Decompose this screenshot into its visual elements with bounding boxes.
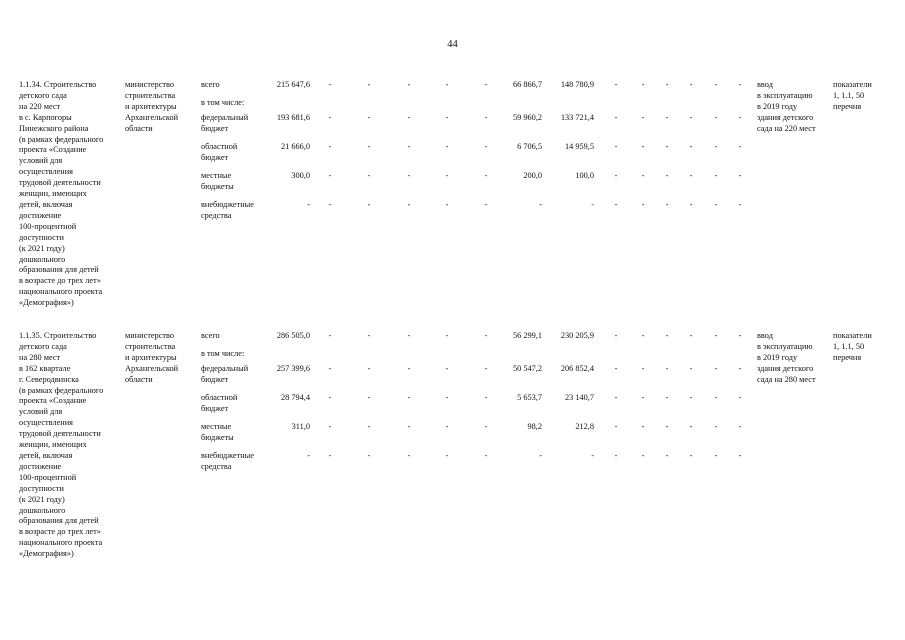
empty-year-cell: - [614,331,618,340]
empty-year-cell: - [614,80,618,89]
title-line: дошкольного [19,254,66,264]
empty-year-cell: - [641,200,645,209]
empty-year-cell: - [641,393,645,402]
total-cell: 193 681,6 [276,113,310,122]
result-line: ввод [757,80,773,89]
year-2018-cell: 6 706,5 [517,142,542,151]
indicator-line: показатели [833,80,872,89]
year-2019-cell: 14 959,5 [564,142,594,151]
empty-year-cell: - [328,113,332,122]
empty-year-cell: - [689,113,693,122]
empty-year-cell: - [407,364,411,373]
empty-year-cell: - [445,113,449,122]
title-line: проекта «Создание [19,396,87,406]
title-line: 100-процентной [19,221,77,231]
funding-row [0,142,905,166]
empty-year-cell: - [407,331,411,340]
empty-year-cell: - [484,364,488,373]
result-line: в 2019 году [757,101,798,111]
empty-year-cell: - [689,393,693,402]
year-2019-cell: 133 721,4 [560,113,594,122]
title-line: достижение [19,461,62,471]
title-line: (в рамках федерального [19,134,104,144]
year-2019-cell: 206 852,4 [560,364,594,373]
title-line: на 280 мест [19,352,61,362]
empty-year-cell: - [445,422,449,431]
empty-year-cell: - [714,393,718,402]
funding-source-label [201,98,269,109]
empty-year-cell: - [367,331,371,340]
funding-source-line: бюджеты [201,432,234,442]
result-line: в эксплуатацию [757,341,813,351]
title-line: в 162 квартале [19,363,71,373]
title-line: проекта «Создание [19,145,87,155]
empty-year-cell: - [641,364,645,373]
funding-source-label [201,422,269,444]
empty-year-cell: - [665,331,669,340]
empty-year-cell: - [614,393,618,402]
title-line: трудовой деятельности [19,429,101,439]
funding-source-line: в том числе: [201,349,245,358]
empty-year-cell: - [738,80,742,89]
empty-year-cell: - [484,422,488,431]
empty-year-cell: - [689,80,693,89]
empty-year-cell: - [689,451,693,460]
year-2018-cell: 59 960,2 [512,113,542,122]
empty-year-cell: - [614,422,618,431]
program-item-1-1-35 [0,331,905,581]
empty-year-cell: - [714,364,718,373]
empty-year-cell: - [641,451,645,460]
title-line: национального проекта [19,538,103,548]
funding-source-line: бюджет [201,123,229,133]
result-line: здания детского [757,112,814,122]
empty-year-cell: - [407,200,411,209]
empty-year-cell: - [367,80,371,89]
funding-source-line: бюджет [201,374,229,384]
empty-year-cell: - [738,331,742,340]
title-line: 1.1.34. Строительство [19,80,97,89]
result-line: в 2019 году [757,352,798,362]
empty-year-cell: - [665,364,669,373]
title-line: детского сада [19,341,67,351]
empty-year-cell: - [484,171,488,180]
funding-source-line: бюджет [201,403,229,413]
title-line: доступности [19,483,64,493]
total-cell: - [307,200,310,209]
empty-year-cell: - [665,171,669,180]
funding-source-label [201,451,269,473]
empty-year-cell: - [738,142,742,151]
funding-source-label [201,80,269,91]
funding-source-label [201,364,269,386]
funding-row [0,171,905,195]
title-line: в возрасте до трех лет» [19,276,101,286]
empty-year-cell: - [738,113,742,122]
empty-year-cell: - [614,171,618,180]
empty-year-cell: - [445,364,449,373]
org-line: министерство [125,331,175,340]
title-line: женщин, имеющих [19,440,87,450]
funding-row [0,451,905,475]
empty-year-cell: - [484,80,488,89]
empty-year-cell: - [689,142,693,151]
funding-row [0,364,905,388]
org-line: и архитектуры [125,101,177,111]
title-line: на 220 мест [19,101,61,111]
empty-year-cell: - [714,331,718,340]
total-cell: 215 647,6 [276,80,310,89]
empty-year-cell: - [445,451,449,460]
funding-source-label [201,349,269,360]
funding-source-line: внебюджетные [201,451,254,460]
empty-year-cell: - [738,171,742,180]
empty-year-cell: - [367,393,371,402]
result-line: сада на 220 мест [757,123,816,133]
org-line: Архангельской [125,363,179,373]
empty-year-cell: - [641,113,645,122]
empty-year-cell: - [641,142,645,151]
funding-source-label [201,171,269,193]
funding-source-line: местные [201,171,232,180]
empty-year-cell: - [328,451,332,460]
title-line: дошкольного [19,505,66,515]
empty-year-cell: - [614,200,618,209]
empty-year-cell: - [367,422,371,431]
org-line: министерство [125,80,175,89]
empty-year-cell: - [328,171,332,180]
year-2018-cell: 200,0 [523,171,542,180]
empty-year-cell: - [738,200,742,209]
funding-source-line: федеральный [201,364,249,373]
org-line: строительства [125,341,176,351]
title-line: (в рамках федерального [19,385,104,395]
empty-year-cell: - [367,364,371,373]
empty-year-cell: - [328,200,332,209]
title-line: национального проекта [19,287,103,297]
empty-year-cell: - [689,364,693,373]
empty-year-cell: - [328,80,332,89]
result-line: сада на 280 мест [757,374,816,384]
title-line: образования для детей [19,516,99,526]
empty-year-cell: - [484,200,488,209]
empty-year-cell: - [328,142,332,151]
empty-year-cell: - [738,364,742,373]
funding-row [0,113,905,137]
empty-year-cell: - [714,200,718,209]
year-2018-cell: 50 547,2 [512,364,542,373]
year-2019-cell: 212,8 [575,422,594,431]
empty-year-cell: - [328,422,332,431]
empty-year-cell: - [714,142,718,151]
title-line: «Демография») [19,298,74,308]
title-line: женщин, имеющих [19,189,87,199]
empty-year-cell: - [328,393,332,402]
empty-year-cell: - [689,200,693,209]
title-line: детского сада [19,90,67,100]
empty-year-cell: - [665,142,669,151]
org-line: строительства [125,90,176,100]
empty-year-cell: - [689,422,693,431]
funding-source-line: федеральный [201,113,249,122]
empty-year-cell: - [689,171,693,180]
empty-year-cell: - [328,364,332,373]
empty-year-cell: - [614,451,618,460]
year-2019-cell: 148 780,9 [560,80,594,89]
year-2018-cell: - [539,200,542,209]
empty-year-cell: - [407,80,411,89]
empty-year-cell: - [445,80,449,89]
empty-year-cell: - [665,393,669,402]
title-line: достижение [19,210,62,220]
funding-source-line: всего [201,80,220,89]
empty-year-cell: - [714,113,718,122]
empty-year-cell: - [484,331,488,340]
funding-source-label [201,142,269,164]
empty-year-cell: - [689,331,693,340]
funding-source-line: местные [201,422,232,431]
year-2018-cell: 66 866,7 [512,80,542,89]
title-line: (к 2021 году) [19,494,65,504]
empty-year-cell: - [367,113,371,122]
org-line: области [125,374,153,384]
total-cell: 21 666,0 [280,142,310,151]
funding-row [0,393,905,417]
funding-source-line: бюджет [201,152,229,162]
year-2018-cell: 5 653,7 [517,393,542,402]
funding-source-label [201,393,269,415]
empty-year-cell: - [445,200,449,209]
year-2018-cell: 56 299,1 [512,331,542,340]
title-line: доступности [19,232,64,242]
result-line: ввод [757,331,773,340]
empty-year-cell: - [641,331,645,340]
total-cell: 286 505,0 [276,331,310,340]
result-line: в эксплуатацию [757,90,813,100]
empty-year-cell: - [484,142,488,151]
empty-year-cell: - [665,422,669,431]
total-cell: 311,0 [291,422,310,431]
empty-year-cell: - [367,142,371,151]
empty-year-cell: - [367,200,371,209]
title-line: осуществления [19,167,73,177]
org-line: и архитектуры [125,352,177,362]
empty-year-cell: - [367,451,371,460]
empty-year-cell: - [665,200,669,209]
funding-source-line: средства [201,461,232,471]
empty-year-cell: - [714,80,718,89]
empty-year-cell: - [614,142,618,151]
title-line: в возрасте до трех лет» [19,527,101,537]
title-line: 100-процентной [19,472,77,482]
funding-row [0,422,905,446]
empty-year-cell: - [641,171,645,180]
year-2019-cell: 23 140,7 [564,393,594,402]
title-line: условий для [19,156,63,166]
empty-year-cell: - [328,331,332,340]
title-line: «Демография») [19,549,74,559]
empty-year-cell: - [614,113,618,122]
org-line: области [125,123,153,133]
program-item-1-1-34 [0,80,905,330]
title-line: условий для [19,407,63,417]
title-line: осуществления [19,418,73,428]
empty-year-cell: - [445,142,449,151]
empty-year-cell: - [714,422,718,431]
funding-source-line: областной [201,142,238,151]
empty-year-cell: - [641,422,645,431]
year-2019-cell: - [591,200,594,209]
total-cell: 300,0 [291,171,310,180]
result-line: здания детского [757,363,814,373]
empty-year-cell: - [407,113,411,122]
empty-year-cell: - [641,80,645,89]
org-line: Архангельской [125,112,179,122]
title-line: Пинежского района [19,123,89,133]
title-line: г. Северодвинска [19,374,79,384]
title-line: детей, включая [19,450,73,460]
empty-year-cell: - [665,80,669,89]
funding-source-label [201,113,269,135]
year-2019-cell: 230 205,9 [560,331,594,340]
empty-year-cell: - [407,393,411,402]
title-line: детей, включая [19,199,73,209]
indicator-line: показатели [833,331,872,340]
title-line: (к 2021 году) [19,243,65,253]
empty-year-cell: - [407,142,411,151]
funding-source-label [201,331,269,342]
funding-source-label [201,200,269,222]
funding-source-line: областной [201,393,238,402]
funding-source-line: всего [201,331,220,340]
indicator-line: перечня [833,352,862,362]
funding-source-line: в том числе: [201,98,245,107]
empty-year-cell: - [738,393,742,402]
title-line: образования для детей [19,265,99,275]
empty-year-cell: - [484,451,488,460]
year-2018-cell: - [539,451,542,460]
indicator-line: 1, 1.1, 50 [833,90,865,100]
indicator-line: 1, 1.1, 50 [833,341,865,351]
empty-year-cell: - [714,171,718,180]
empty-year-cell: - [445,171,449,180]
empty-year-cell: - [614,364,618,373]
empty-year-cell: - [484,393,488,402]
total-cell: 28 794,4 [280,393,310,402]
empty-year-cell: - [665,451,669,460]
empty-year-cell: - [407,171,411,180]
funding-source-line: средства [201,210,232,220]
empty-year-cell: - [484,113,488,122]
empty-year-cell: - [407,422,411,431]
title-line: 1.1.35. Строительство [19,331,97,340]
funding-row [0,200,905,224]
empty-year-cell: - [445,393,449,402]
empty-year-cell: - [738,451,742,460]
empty-year-cell: - [445,331,449,340]
empty-year-cell: - [367,171,371,180]
total-cell: 257 399,6 [276,364,310,373]
year-2019-cell: - [591,451,594,460]
funding-source-line: внебюджетные [201,200,254,209]
empty-year-cell: - [714,451,718,460]
total-cell: - [307,451,310,460]
empty-year-cell: - [407,451,411,460]
title-line: в с. Карпогоры [19,112,72,122]
empty-year-cell: - [665,113,669,122]
year-2018-cell: 98,2 [527,422,542,431]
year-2019-cell: 100,0 [575,171,594,180]
indicator-line: перечня [833,101,862,111]
page-number: 44 [447,39,458,50]
empty-year-cell: - [738,422,742,431]
title-line: трудовой деятельности [19,178,101,188]
funding-source-line: бюджеты [201,181,234,191]
